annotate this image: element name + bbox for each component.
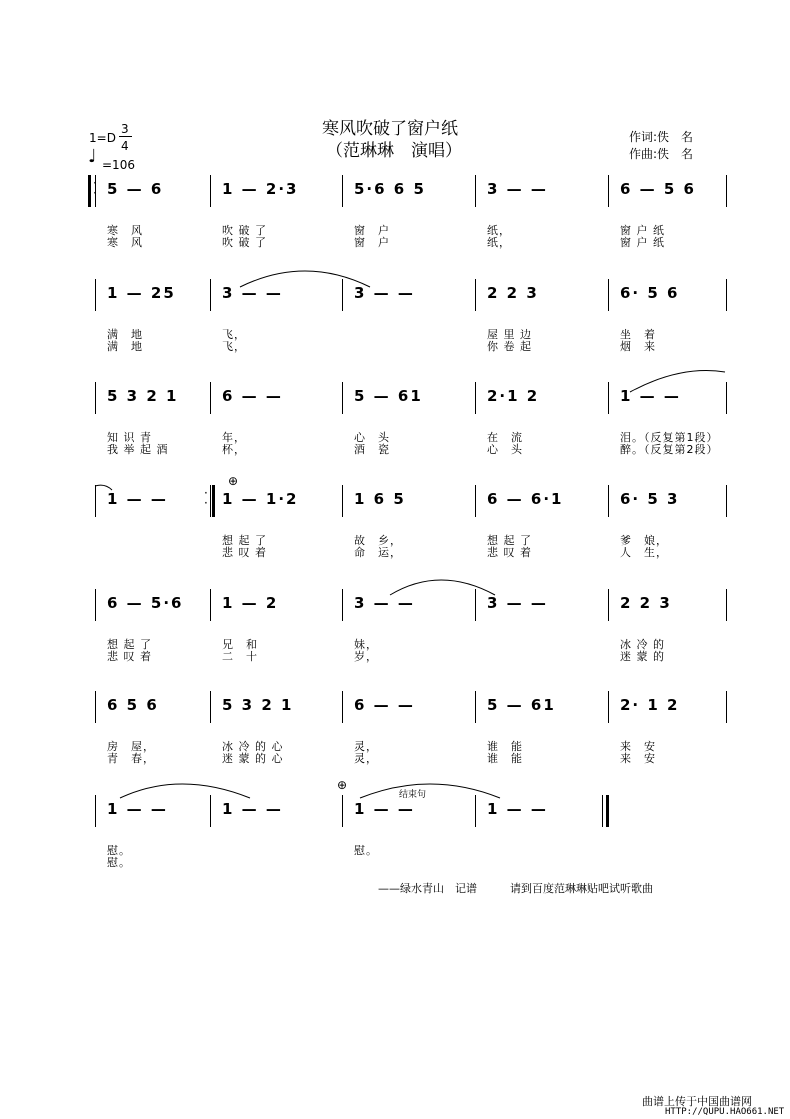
measure-notes: 5 — 61: [487, 696, 556, 714]
measure-notes: 3 — —: [222, 284, 283, 302]
measure-notes: 3 — —: [354, 594, 415, 612]
measure-notes: 2 2 3: [620, 594, 672, 612]
measure-notes: 1 — 25: [107, 284, 176, 302]
key-signature: 1=D: [89, 131, 116, 145]
lyric-verse-2: 人 生，: [620, 546, 668, 559]
lyric-verse-2: 窗 户 纸: [620, 236, 665, 249]
lyric-verse-1: 坐 着: [620, 328, 656, 341]
measure-notes: 6 — 5 6: [620, 180, 696, 198]
lyric-verse-2: 迷 蒙 的 心: [222, 752, 284, 765]
lyric-verse-2: 寒 风: [107, 236, 143, 249]
measure-notes: 6· 5 6: [620, 284, 680, 302]
coda-sign-icon: ⊕: [337, 778, 348, 792]
lyric-verse-2: 二 十: [222, 650, 258, 663]
time-signature-bottom: 4: [121, 139, 129, 153]
lyric-verse-1: 年，: [222, 431, 246, 444]
measure-notes: 3 — —: [354, 284, 415, 302]
time-signature-top: 3: [121, 122, 129, 136]
lyric-verse-1: 灵，: [354, 740, 378, 753]
lyric-verse-2: 心 头: [487, 443, 523, 456]
repeat-dots: · ·: [204, 486, 208, 510]
lyric-verse-2: 酒 瓷: [354, 443, 390, 456]
measure-notes: 6 5 6: [107, 696, 159, 714]
measure-notes: 1 — —: [354, 800, 415, 818]
lyric-verse-2: 吹 破 了: [222, 236, 267, 249]
lyric-verse-2: 命 运，: [354, 546, 402, 559]
coda-sign-icon: ⊕: [228, 474, 239, 488]
site-url: HTTP://QUPU.HAO661.NET: [665, 1107, 785, 1117]
lyric-verse-1: 兄 和: [222, 638, 258, 651]
lyric-verse-1: 在 流: [487, 431, 523, 444]
measure-notes: 5 3 2 1: [222, 696, 294, 714]
measure-notes: 3 — —: [487, 180, 548, 198]
tie-arc: [120, 784, 250, 798]
lyric-verse-2: 慰。: [107, 856, 131, 869]
measure-notes: 5·6 6 5: [354, 180, 426, 198]
lyric-verse-1: 知 识 青: [107, 431, 152, 444]
ending-label: 结束句: [399, 790, 427, 800]
repeat-dots: · ·: [93, 176, 97, 200]
lyric-verse-1: 慰。: [107, 844, 131, 857]
measure-notes: 2 2 3: [487, 284, 539, 302]
lyric-verse-1: 想 起 了: [487, 534, 532, 547]
lyric-verse-2: 杯，: [222, 443, 246, 456]
measure-notes: 1 — —: [107, 490, 168, 508]
measure-notes: 5 3 2 1: [107, 387, 179, 405]
lyric-verse-1: 爹 娘，: [620, 534, 668, 547]
lyric-verse-1: 慰。: [354, 844, 378, 857]
measure-notes: 1 6 5: [354, 490, 406, 508]
lyric-verse-1: 吹 破 了: [222, 224, 267, 237]
lyric-verse-2: 谁 能: [487, 752, 523, 765]
transcriber-note: ——绿水青山 记谱 请到百度范琳琳贴吧试听歌曲: [378, 882, 653, 895]
tie-arc: [630, 371, 725, 392]
lyric-verse-1: 房 屋，: [107, 740, 155, 753]
measure-notes: 6 — 5·6: [107, 594, 184, 612]
lyric-verse-2: 我 举 起 酒: [107, 443, 169, 456]
measure-notes: 6 — —: [354, 696, 415, 714]
lyric-verse-1: 谁 能: [487, 740, 523, 753]
lyric-verse-2: 来 安: [620, 752, 656, 765]
measure-notes: 3 — —: [487, 594, 548, 612]
lyric-verse-2: 悲 叹 着: [487, 546, 532, 559]
lyric-verse-2: 你 卷 起: [487, 340, 532, 353]
measure-notes: 1 — 1·2: [222, 490, 299, 508]
measure-notes: 6 — —: [222, 387, 283, 405]
lyric-verse-2: 灵，: [354, 752, 378, 765]
measure-notes: 1 — 2: [222, 594, 279, 612]
lyric-verse-1: 妹，: [354, 638, 378, 651]
lyric-verse-2: 烟 来: [620, 340, 656, 353]
measure-notes: 1 — 2·3: [222, 180, 299, 198]
lyric-verse-1: 窗 户 纸: [620, 224, 665, 237]
lyric-verse-1: 冰 冷 的 心: [222, 740, 284, 753]
lyric-verse-1: 窗 户: [354, 224, 390, 237]
lyric-verse-1: 寒 风: [107, 224, 143, 237]
lyric-verse-2: 青 春，: [107, 752, 155, 765]
lyric-verse-1: 冰 冷 的: [620, 638, 665, 651]
lyric-verse-1: 想 起 了: [222, 534, 267, 547]
measure-notes: 1 — —: [107, 800, 168, 818]
site-credit: 曲谱上传于中国曲谱网: [642, 1095, 752, 1108]
measure-notes: 6 — 6·1: [487, 490, 564, 508]
lyric-verse-2: 醉。（反复第2段）: [620, 443, 719, 456]
measure-notes: 5 — 6: [107, 180, 164, 198]
tie-arc: [390, 580, 495, 595]
measure-notes: 2· 1 2: [620, 696, 680, 714]
tempo-marking: =106: [102, 158, 135, 172]
lyric-verse-1: 想 起 了: [107, 638, 152, 651]
lyric-verse-1: 纸，: [487, 224, 511, 237]
lyric-verse-2: 悲 叹 着: [107, 650, 152, 663]
tie-arc: [240, 271, 370, 287]
lyric-verse-2: 迷 蒙 的: [620, 650, 665, 663]
lyric-verse-1: 故 乡，: [354, 534, 402, 547]
measure-notes: 2·1 2: [487, 387, 540, 405]
tie-arc: [360, 784, 500, 798]
lyric-verse-1: 满 地: [107, 328, 143, 341]
tie-arc: [95, 485, 112, 490]
lyric-verse-1: 心 头: [354, 431, 390, 444]
lyric-verse-1: 泪。（反复第1段）: [620, 431, 719, 444]
lyricist-credit: 作词:佚 名: [629, 130, 694, 144]
measure-notes: 1 — —: [620, 387, 681, 405]
lyric-verse-2: 满 地: [107, 340, 143, 353]
composer-credit: 作曲:佚 名: [629, 147, 694, 161]
measure-notes: 1 — —: [222, 800, 283, 818]
lyric-verse-2: 岁，: [354, 650, 378, 663]
lyric-verse-1: 飞，: [222, 328, 246, 341]
lyric-verse-1: 屋 里 边: [487, 328, 532, 341]
song-title: 寒风吹破了窗户纸: [322, 119, 458, 139]
lyric-verse-2: 飞，: [222, 340, 246, 353]
quarter-note-icon: ♩: [88, 146, 97, 167]
singer-subtitle: （范琳琳 演唱）: [326, 141, 462, 161]
lyric-verse-2: 纸，: [487, 236, 511, 249]
lyric-verse-1: 来 安: [620, 740, 656, 753]
lyric-verse-2: 窗 户: [354, 236, 390, 249]
measure-notes: 5 — 61: [354, 387, 423, 405]
measure-notes: 6· 5 3: [620, 490, 680, 508]
lyric-verse-2: 悲 叹 着: [222, 546, 267, 559]
measure-notes: 1 — —: [487, 800, 548, 818]
